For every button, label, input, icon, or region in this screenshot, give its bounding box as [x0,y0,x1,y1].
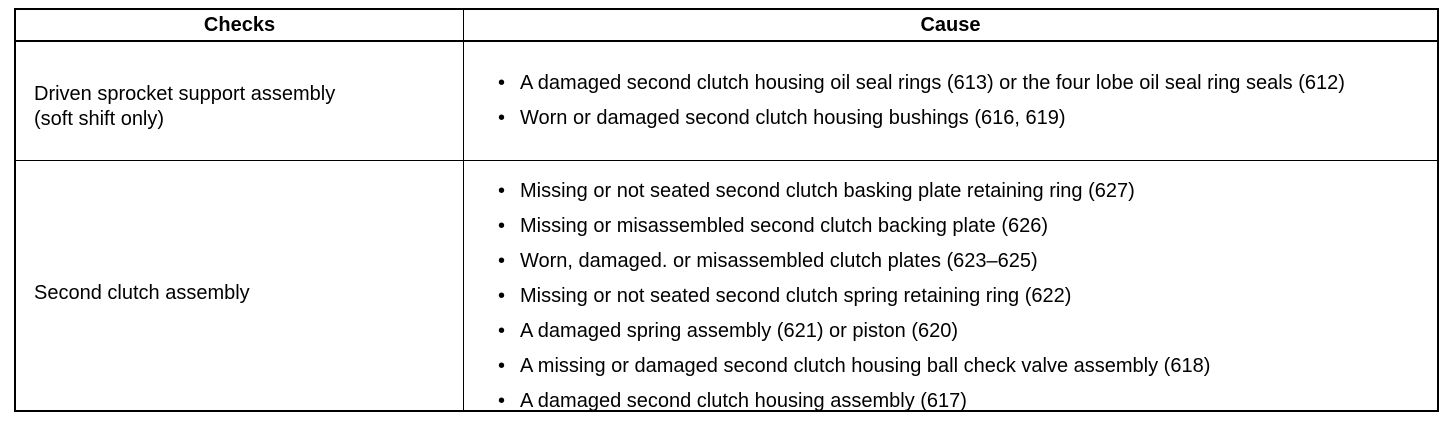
bullet-icon: • [498,72,506,94]
cause-item [498,249,1417,274]
cause-item [498,106,1417,131]
column-header-checks: Checks [203,13,276,36]
bullet-icon: • [498,355,506,377]
cause-cell [464,161,1437,410]
bullet-icon: • [498,285,506,307]
cause-item [498,71,1417,96]
bullet-icon: • [498,215,506,237]
cause-cell [464,42,1437,160]
check-label-line: Second clutch assembly [34,282,250,304]
cause-item [498,319,1417,344]
cause-item [498,179,1417,204]
cause-item [498,389,1417,414]
diagnosis-table [14,8,1439,412]
check-label [34,82,453,132]
cause-item [498,354,1417,379]
cause-item [498,284,1417,309]
cause-text: A damaged second clutch housing assembly (617) [520,390,967,412]
table-row [16,161,1437,410]
header-cell-cause [464,10,1437,40]
bullet-icon: • [498,250,506,272]
table-header-row [16,10,1437,42]
bullet-icon: • [498,107,506,129]
column-header-cause: Cause [920,13,981,36]
cause-text: Worn or damaged second clutch housing bushings (616, 619) [520,107,1066,129]
cause-item [498,214,1417,239]
cause-text: Missing or not seated second clutch spring retaining ring (622) [520,285,1072,307]
cause-text: Worn, damaged. or misassembled clutch plates (623–625) [520,250,1038,272]
cause-text: A damaged spring assembly (621) or piston (620) [520,320,959,342]
table-row [16,42,1437,161]
check-label-line: (soft shift only) [34,108,165,130]
check-label-line: Driven sprocket support assembly [34,83,336,105]
cause-text: Missing or misassembled second clutch backing plate (626) [520,215,1049,237]
cause-list [498,179,1417,424]
check-cell [16,161,464,410]
bullet-icon: • [498,180,506,202]
check-label [34,281,453,306]
cause-list [498,71,1417,141]
bullet-icon: • [498,320,506,342]
cause-text: A missing or damaged second clutch housing ball check valve assembly (618) [520,355,1211,377]
cause-text: A damaged second clutch housing oil seal rings (613) or the four lobe oil seal ring seals (612) [520,72,1345,94]
cause-text: Missing or not seated second clutch basking plate retaining ring (627) [520,180,1135,202]
check-cell [16,42,464,160]
header-cell-checks [16,10,464,40]
bullet-icon: • [498,390,506,412]
